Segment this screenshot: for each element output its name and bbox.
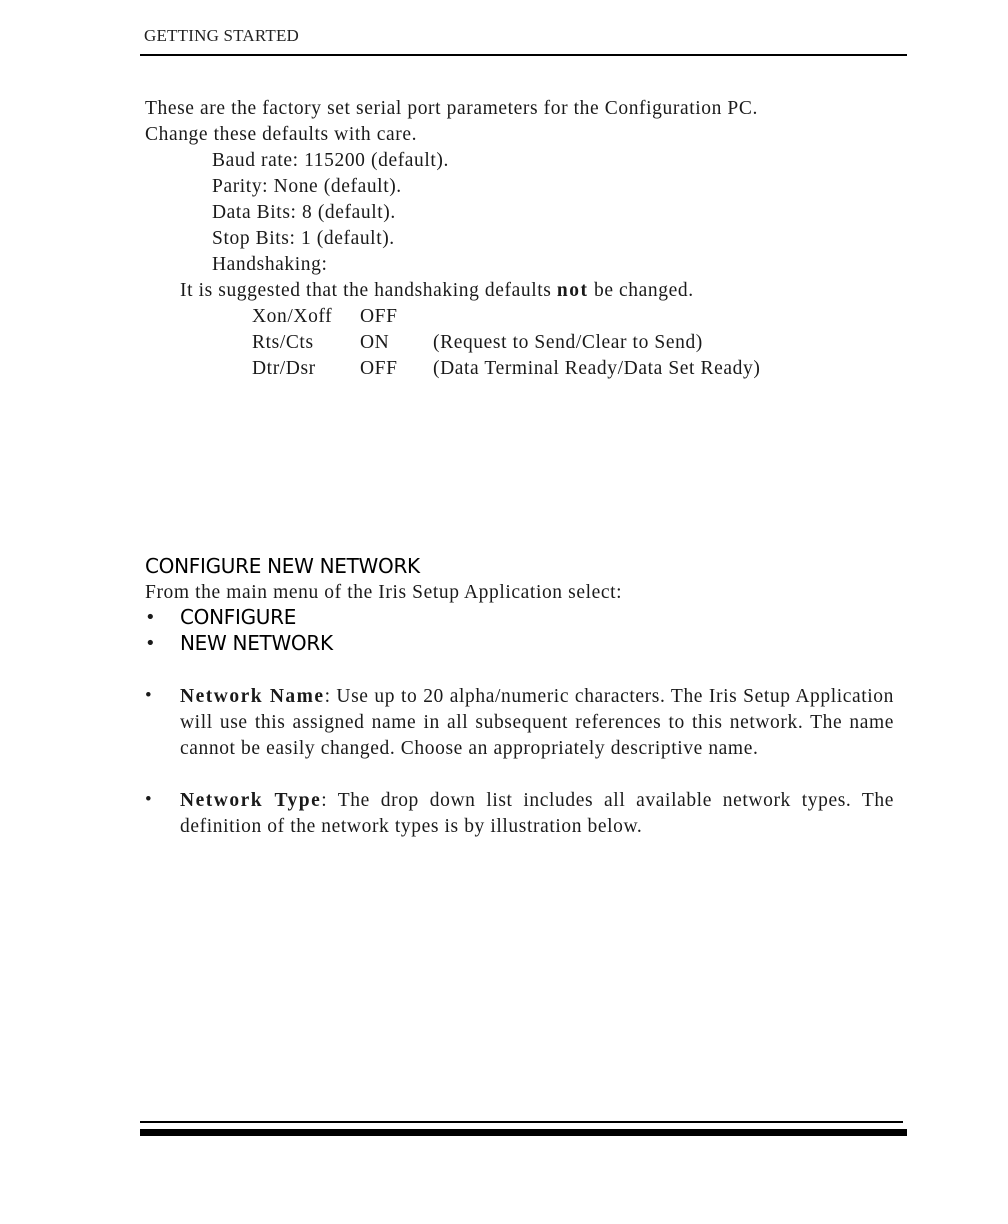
handshake-name: Rts/Cts: [252, 332, 314, 353]
term-network-type: Network Type: [180, 790, 322, 811]
note-emphasis: not: [556, 280, 589, 301]
handshake-name: Dtr/Dsr: [252, 358, 316, 379]
handshake-description: (Request to Send/Clear to Send): [433, 332, 703, 353]
intro-line-1: These are the factory set serial port parameters for the Configuration PC.: [145, 98, 758, 119]
section-title: CONFIGURE NEW NETWORK: [145, 554, 420, 578]
menu-path-new-network: NEW NETWORK: [180, 631, 333, 655]
param-baud-rate: Baud rate: 115200 (default).: [212, 150, 450, 171]
network-name-text: : Use up to 20 alpha/numeric characters. The Iris Setup Application will use this assigned name in all subsequent references to this network. The name cannot be easily changed. Choose an appropriately descriptive name.: [180, 686, 895, 759]
network-type-text: : The drop down list includes all available network types. The definition of the network types is by illustration below.: [180, 790, 894, 837]
menu-path-configure: CONFIGURE: [180, 605, 297, 629]
handshake-state: OFF: [360, 306, 398, 327]
header-label: GETTING STARTED: [144, 26, 300, 45]
handshake-state: OFF: [360, 358, 398, 379]
bullet-icon: •: [145, 685, 152, 706]
param-stop-bits: Stop Bits: 1 (default).: [212, 228, 395, 249]
handshaking-note: [180, 278, 694, 304]
handshake-description: (Data Terminal Ready/Data Set Ready): [433, 358, 761, 379]
bullet-icon: •: [145, 607, 156, 628]
bullet-icon: •: [145, 789, 152, 810]
note-suffix: be changed.: [588, 280, 694, 301]
footer-divider-thin: [140, 1121, 903, 1123]
footer-divider-thick: [140, 1129, 907, 1136]
header-divider: [140, 54, 907, 56]
network-type-description: [180, 788, 894, 840]
note-prefix: It is suggested that the handshaking defaults: [180, 280, 557, 301]
section-intro: From the main menu of the Iris Setup Application select:: [145, 582, 623, 603]
intro-line-2: Change these defaults with care.: [145, 124, 418, 145]
term-network-name: Network Name: [180, 686, 325, 707]
param-parity: Parity: None (default).: [212, 176, 402, 197]
bullet-icon: •: [145, 633, 156, 654]
network-name-description: [180, 684, 894, 762]
param-data-bits: Data Bits: 8 (default).: [212, 202, 396, 223]
handshake-state: ON: [360, 332, 390, 353]
param-handshaking: Handshaking:: [212, 254, 328, 275]
handshake-name: Xon/Xoff: [252, 306, 333, 327]
